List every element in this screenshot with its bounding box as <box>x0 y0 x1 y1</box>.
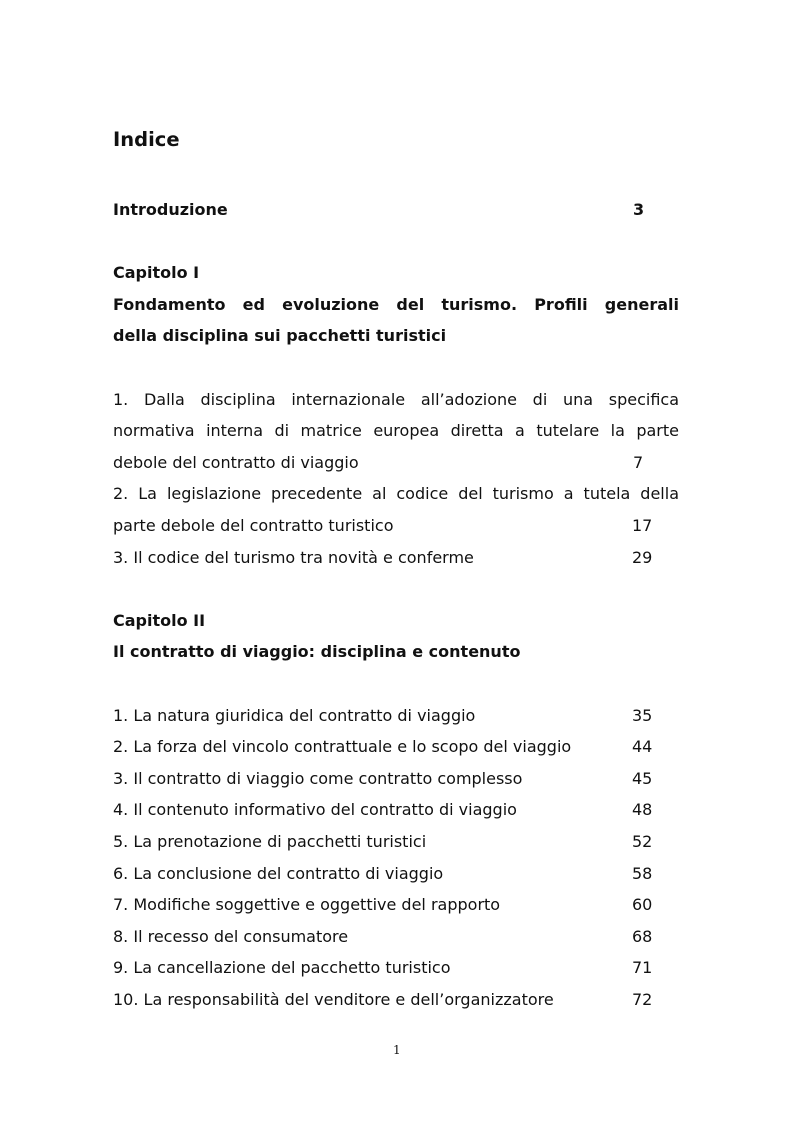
toc-entry-2-2-page: 44 <box>632 737 653 756</box>
toc-entry-1-2-line-2: parte debole del contratto turistico <box>113 516 394 535</box>
toc-entry-2-5-page: 52 <box>632 832 653 851</box>
toc-entry-2-8: 8. Il recesso del consumatore <box>113 927 349 946</box>
page-number: 1 <box>393 1043 401 1057</box>
toc-entry-2-1-page: 35 <box>632 706 653 725</box>
toc-entry-2-4: 4. Il contenuto informativo del contratto di viaggio <box>113 800 517 819</box>
chapter-1-subtitle-line-1: Fondamento ed evoluzione del turismo. Profili generali <box>113 295 679 314</box>
chapter-1-heading: Capitolo I <box>113 263 200 282</box>
toc-entry-2-9: 9. La cancellazione del pacchetto turistico <box>113 958 451 977</box>
index-title: Indice <box>113 128 180 151</box>
toc-entry-1-2-page: 17 <box>632 516 653 535</box>
toc-entry-2-9-page: 71 <box>632 958 653 977</box>
toc-introduction-label: Introduzione <box>113 200 228 219</box>
toc-entry-2-1: 1. La natura giuridica del contratto di viaggio <box>113 706 476 725</box>
toc-entry-1-1-page: 7 <box>633 453 644 472</box>
toc-entry-2-7-page: 60 <box>632 895 653 914</box>
chapter-1-subtitle-line-2: della disciplina sui pacchetti turistici <box>113 326 447 345</box>
toc-entry-1-2-line-1: 2. La legislazione precedente al codice del turismo a tutela della <box>113 484 679 503</box>
toc-entry-2-4-page: 48 <box>632 800 653 819</box>
toc-entry-2-6-page: 58 <box>632 864 653 883</box>
toc-entry-2-5: 5. La prenotazione di pacchetti turistici <box>113 832 427 851</box>
toc-entry-2-3-page: 45 <box>632 769 653 788</box>
toc-entry-1-3-page: 29 <box>632 548 653 567</box>
toc-entry-1-1-line-2: normativa interna di matrice europea diretta a tutelare la parte <box>113 421 679 440</box>
chapter-2-subtitle: Il contratto di viaggio: disciplina e contenuto <box>113 642 521 661</box>
toc-entry-1-3: 3. Il codice del turismo tra novità e conferme <box>113 548 474 567</box>
toc-entry-2-2: 2. La forza del vincolo contrattuale e lo scopo del viaggio <box>113 737 572 756</box>
toc-entry-2-10: 10. La responsabilità del venditore e dell’organizzatore <box>113 990 554 1009</box>
toc-entry-2-8-page: 68 <box>632 927 653 946</box>
toc-entry-2-7: 7. Modifiche soggettive e oggettive del rapporto <box>113 895 501 914</box>
toc-entry-1-1-line-1: 1. Dalla disciplina internazionale all’adozione di una specifica <box>113 390 679 409</box>
toc-entry-2-3: 3. Il contratto di viaggio come contratto complesso <box>113 769 523 788</box>
chapter-2-heading: Capitolo II <box>113 611 206 630</box>
toc-entry-1-1-line-3: debole del contratto di viaggio <box>113 453 359 472</box>
toc-entry-2-10-page: 72 <box>632 990 653 1009</box>
toc-introduction-page: 3 <box>633 200 645 219</box>
toc-entry-2-6: 6. La conclusione del contratto di viaggio <box>113 864 444 883</box>
